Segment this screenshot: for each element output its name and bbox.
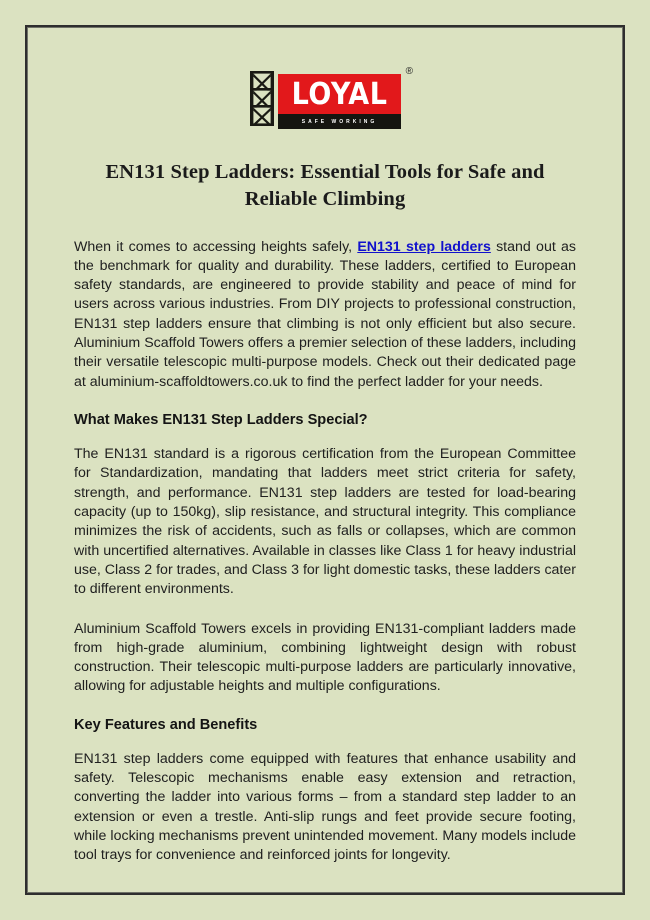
logo-red-panel <box>278 74 401 114</box>
loyal-logo <box>249 66 413 129</box>
paragraph-intro-rest: stand out as the benchmark for quality and durability. These ladders, certified to European safety standards, are engineered to provide stability and peace of mind for users across various industries. From DIY projects to professional construction, EN131 step ladders ensure that climbing is not only efficient but also secure. Aluminium Scaffold Towers offers a premier selection of these ladders, including their versatile telescopic multi-purpose models. Check out their dedicated page at aluminium-scaffoldtowers.co.uk to find the perfect ladder for your needs. <box>74 238 577 390</box>
section-heading-key-features: Key Features and Benefits <box>74 716 258 733</box>
paragraph-features: EN131 step ladders come equipped with features that enhance usability and safety. Telescopic mechanisms enable easy extension and retraction, converting the ladder into various forms – from a standard step ladder to an extension or even a trestle. Anti-slip rungs and feet provide secure footing, while locking mechanisms prevent unintended movement. Many models include tool trays for convenience and reinforced joints for longevity. <box>74 750 576 864</box>
en131-step-ladders-link[interactable]: EN131 step ladders <box>357 238 491 255</box>
logo-container <box>74 66 576 129</box>
page-title: EN131 Step Ladders: Essential Tools for Safe and Reliable Climbing <box>105 161 545 211</box>
paragraph-intro-lead: When it comes to accessing heights safely, <box>74 238 358 255</box>
logo-main-row <box>249 74 401 114</box>
section-heading-what-makes-special: What Makes EN131 Step Ladders Special? <box>74 412 368 428</box>
logo-wordmark: LOYAL <box>291 76 388 112</box>
registered-trademark-icon: ® <box>405 66 413 77</box>
scaffold-tower-icon <box>249 71 275 126</box>
logo-tagline-bar <box>278 114 401 129</box>
paragraph-aluminium-scaffold-towers: Aluminium Scaffold Towers excels in providing EN131-compliant ladders made from high-grade aluminium, combining lightweight design with robust construction. Their telescopic multi-purpose ladders are particularly innovative, allowing for adjustable heights and multiple configurations. <box>74 620 576 695</box>
paragraph-intro <box>74 238 576 393</box>
paragraph-standard-details: The EN131 standard is a rigorous certification from the European Committee for Standardization, mandating that ladders meet strict criteria for safety, strength, and performance. EN131 step ladders are tested for load-bearing capacity (up to 150kg), slip resistance, and structural integrity. This compliance minimizes the risk of accidents, such as falls or collapses, which are common with uncertified alternatives. Available in classes like Class 1 for heavy industrial use, Class 2 for trades, and Class 3 for light domestic tasks, these ladders cater to different environments. <box>74 446 576 598</box>
logo-tagline: SAFE WORKING <box>301 118 378 125</box>
document-content <box>74 60 576 886</box>
